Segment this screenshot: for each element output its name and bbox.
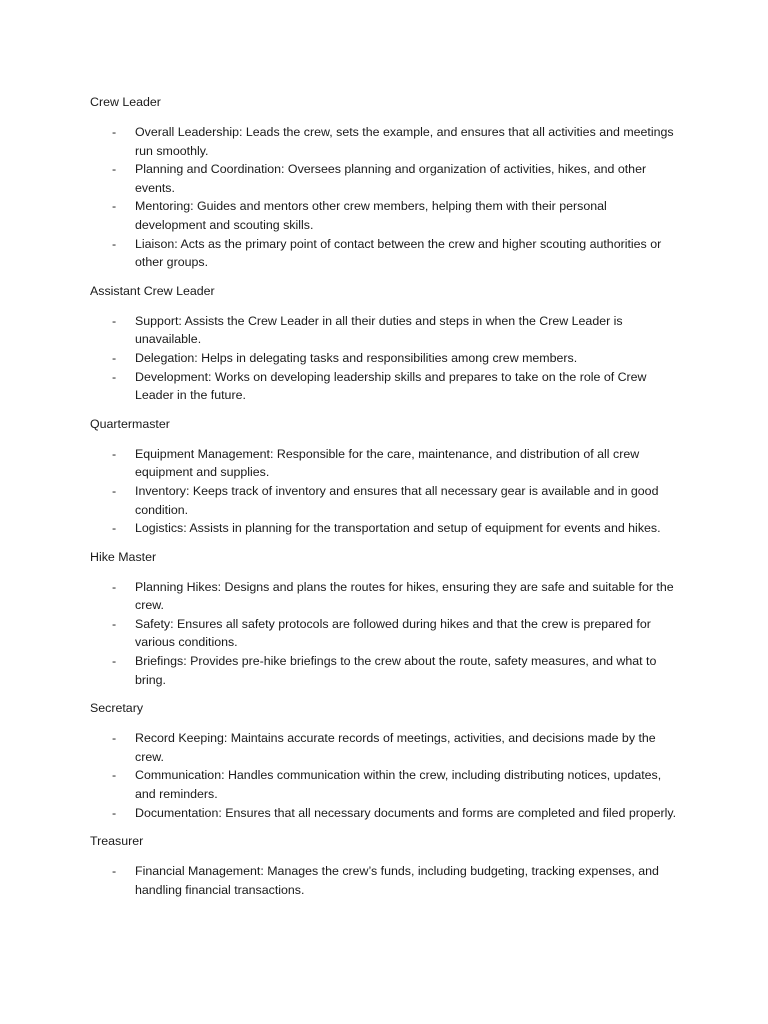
bullet-dash: - xyxy=(112,521,117,536)
section-crew-leader xyxy=(90,93,688,272)
list-item xyxy=(90,197,688,234)
duty-list xyxy=(90,445,688,538)
list-item xyxy=(90,652,688,689)
bullet-dash: - xyxy=(112,369,117,384)
section-heading: Quartermaster xyxy=(90,416,170,431)
section-heading: Assistant Crew Leader xyxy=(90,283,215,298)
section-treasurer xyxy=(90,832,688,899)
list-item xyxy=(90,519,688,538)
duty-list xyxy=(90,123,688,272)
list-item-text: Communication: Handles communication within the crew, including distributing notices, updates, and reminders. xyxy=(135,768,662,802)
bullet-dash: - xyxy=(112,579,117,594)
list-item-text: Liaison: Acts as the primary point of contact between the crew and higher scouting authorities or other groups. xyxy=(135,236,662,270)
list-item xyxy=(90,615,688,652)
section-heading: Hike Master xyxy=(90,549,157,564)
section-secretary xyxy=(90,699,688,822)
section-heading: Crew Leader xyxy=(90,95,161,109)
list-item-text: Planning Hikes: Designs and plans the routes for hikes, ensuring they are safe and suitable for the crew. xyxy=(135,579,674,613)
list-item-text: Inventory: Keeps track of inventory and ensures that all necessary gear is available and in good condition. xyxy=(135,483,659,517)
duty-list xyxy=(90,578,688,690)
duty-list xyxy=(90,312,688,405)
list-item-text: Development: Works on developing leadership skills and prepares to take on the role of Crew Leader in the future. xyxy=(135,369,647,403)
list-item xyxy=(90,766,688,803)
list-item xyxy=(90,123,688,160)
duty-list xyxy=(90,862,688,899)
list-item xyxy=(90,312,688,349)
list-item xyxy=(90,445,688,482)
list-item-text: Delegation: Helps in delegating tasks and responsibilities among crew members. xyxy=(135,350,578,365)
list-item xyxy=(90,862,688,899)
list-item xyxy=(90,578,688,615)
duty-list xyxy=(90,729,688,822)
list-item xyxy=(90,729,688,766)
bullet-dash: - xyxy=(112,731,117,746)
bullet-dash: - xyxy=(112,199,117,214)
list-item-text: Overall Leadership: Leads the crew, sets the example, and ensures that all activities and meetings run smoothly. xyxy=(135,125,674,158)
list-item-text: Support: Assists the Crew Leader in all their duties and steps in when the Crew Leader is unavailable. xyxy=(135,313,623,347)
bullet-dash: - xyxy=(112,125,117,139)
bullet-dash: - xyxy=(112,236,117,251)
list-item xyxy=(90,804,688,823)
bullet-dash: - xyxy=(112,350,117,365)
bullet-dash: - xyxy=(112,768,117,783)
list-item xyxy=(90,368,688,405)
list-item-text: Mentoring: Guides and mentors other crew members, helping them with their personal development and scouting skills. xyxy=(135,199,607,232)
list-item xyxy=(90,482,688,519)
bullet-dash: - xyxy=(112,616,117,631)
list-item-text: Briefings: Provides pre-hike briefings to the crew about the route, safety measures, and what to bring. xyxy=(135,654,657,687)
list-item xyxy=(90,235,688,272)
bullet-dash: - xyxy=(112,446,117,461)
section-heading: Treasurer xyxy=(90,834,144,849)
bullet-dash: - xyxy=(112,483,117,498)
list-item-text: Financial Management: Manages the crew’s funds, including budgeting, tracking expenses, and handling financial transactions. xyxy=(135,864,659,897)
bullet-dash: - xyxy=(112,805,117,820)
list-item-text: Planning and Coordination: Oversees planning and organization of activities, hikes, and other events. xyxy=(135,162,647,195)
list-item-text: Safety: Ensures all safety protocols are followed during hikes and that the crew is prepared for various conditions. xyxy=(135,616,651,650)
list-item xyxy=(90,160,688,197)
bullet-dash: - xyxy=(112,654,117,669)
list-item-text: Documentation: Ensures that all necessary documents and forms are completed and filed properly. xyxy=(135,805,677,820)
bullet-dash: - xyxy=(112,313,117,328)
list-item-text: Record Keeping: Maintains accurate records of meetings, activities, and decisions made by the crew. xyxy=(135,731,656,764)
list-item-text: Equipment Management: Responsible for the care, maintenance, and distribution of all crew equipment and supplies. xyxy=(135,446,640,480)
bullet-dash: - xyxy=(112,162,117,177)
bullet-dash: - xyxy=(112,864,117,879)
list-item xyxy=(90,349,688,368)
section-heading: Secretary xyxy=(90,701,144,716)
section-quartermaster xyxy=(90,415,688,538)
section-assistant-crew-leader xyxy=(90,282,688,405)
section-hike-master xyxy=(90,548,688,690)
list-item-text: Logistics: Assists in planning for the transportation and setup of equipment for events and hikes. xyxy=(135,521,661,536)
